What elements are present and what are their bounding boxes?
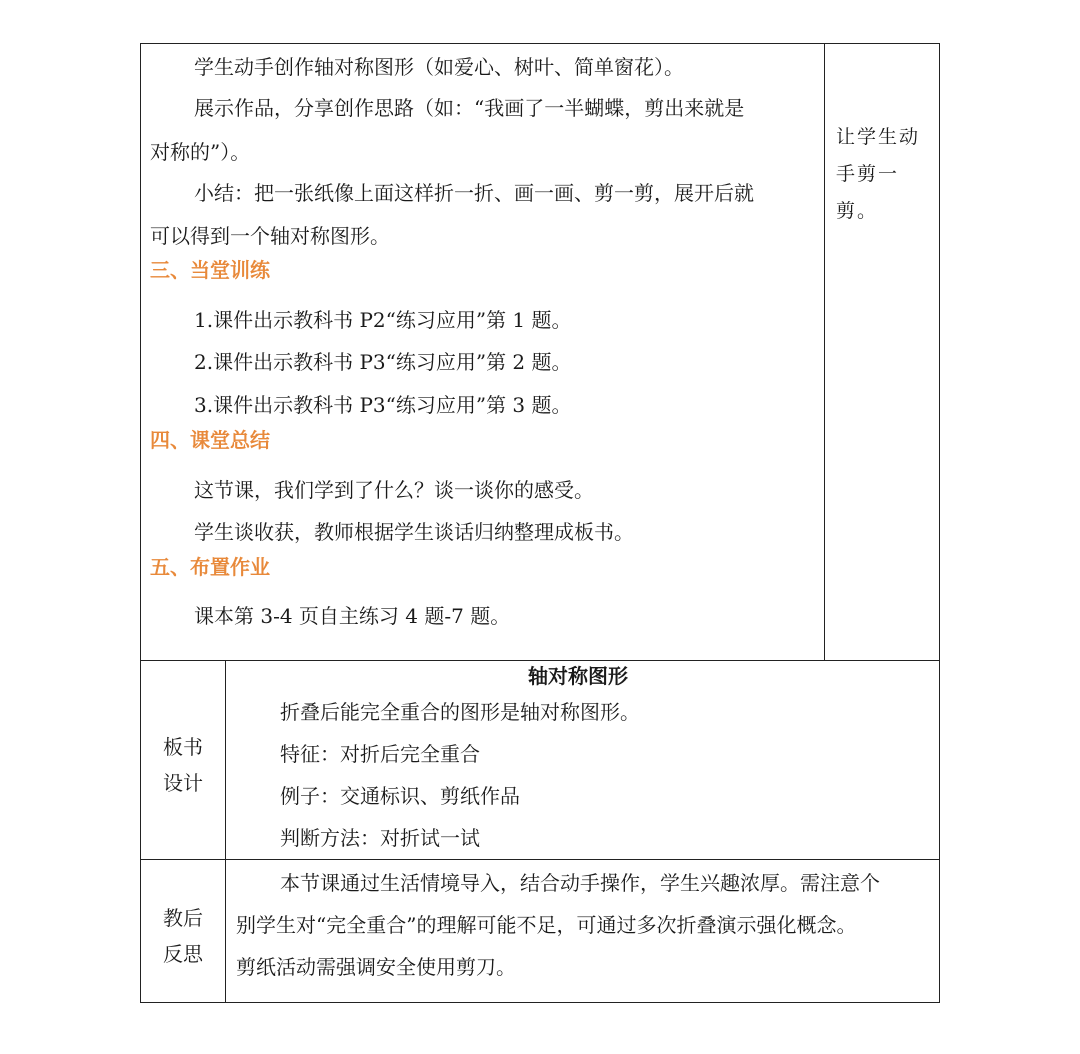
board-title: 轴对称图形 bbox=[528, 664, 628, 688]
section-heading-homework: 五、布置作业 bbox=[150, 555, 270, 579]
board-line: 例子：交通标识、剪纸作品 bbox=[280, 784, 520, 808]
board-line: 特征：对折后完全重合 bbox=[280, 742, 480, 766]
board-line: 判断方法：对折试一试 bbox=[280, 826, 480, 850]
reflection-label: 教后 bbox=[163, 906, 203, 930]
reflection-label: 反思 bbox=[163, 942, 203, 966]
list-item: 3.课件出示教科书 P3“练习应用”第 3 题。 bbox=[194, 393, 572, 417]
section-heading-summary: 四、课堂总结 bbox=[150, 428, 270, 452]
row-divider-reflection bbox=[140, 859, 940, 860]
table-border-top bbox=[140, 43, 940, 44]
board-design-label: 设计 bbox=[163, 771, 203, 795]
paragraph-line: 展示作品，分享创作思路（如：“我画了一半蝴蝶，剪出来就是 bbox=[194, 96, 745, 120]
board-line: 折叠后能完全重合的图形是轴对称图形。 bbox=[280, 700, 640, 724]
reflection-line: 本节课通过生活情境导入，结合动手操作，学生兴趣浓厚。需注意个 bbox=[280, 871, 880, 895]
list-item: 这节课，我们学到了什么？谈一谈你的感受。 bbox=[194, 478, 594, 502]
paragraph-line: 小结：把一张纸像上面这样折一折、画一画、剪一剪，展开后就 bbox=[194, 181, 754, 205]
side-column-divider bbox=[824, 43, 825, 661]
reflection-line: 剪纸活动需强调安全使用剪刀。 bbox=[236, 955, 516, 979]
table-border-bottom bbox=[140, 1002, 940, 1003]
section-heading-training: 三、当堂训练 bbox=[150, 258, 270, 282]
list-item: 2.课件出示教科书 P3“练习应用”第 2 题。 bbox=[194, 350, 572, 374]
paragraph-line: 学生动手创作轴对称图形（如爱心、树叶、简单窗花）。 bbox=[194, 55, 684, 79]
paragraph-line: 可以得到一个轴对称图形。 bbox=[150, 224, 390, 248]
row-divider-board bbox=[140, 660, 940, 661]
board-design-label: 板书 bbox=[163, 735, 203, 759]
side-note-line: 手剪一 bbox=[836, 163, 900, 185]
list-item: 1.课件出示教科书 P2“练习应用”第 1 题。 bbox=[194, 308, 572, 332]
list-item: 学生谈收获，教师根据学生谈话归纳整理成板书。 bbox=[194, 520, 634, 544]
reflection-line: 别学生对“完全重合”的理解可能不足，可通过多次折叠演示强化概念。 bbox=[236, 913, 857, 937]
label-column-divider bbox=[225, 660, 226, 1003]
lesson-plan-table bbox=[140, 43, 940, 1003]
paragraph-line: 对称的”）。 bbox=[150, 140, 251, 164]
side-note-line: 剪。 bbox=[836, 200, 879, 222]
side-note-line: 让学生动 bbox=[836, 126, 921, 148]
list-item: 课本第 3-4 页自主练习 4 题-7 题。 bbox=[194, 604, 511, 628]
